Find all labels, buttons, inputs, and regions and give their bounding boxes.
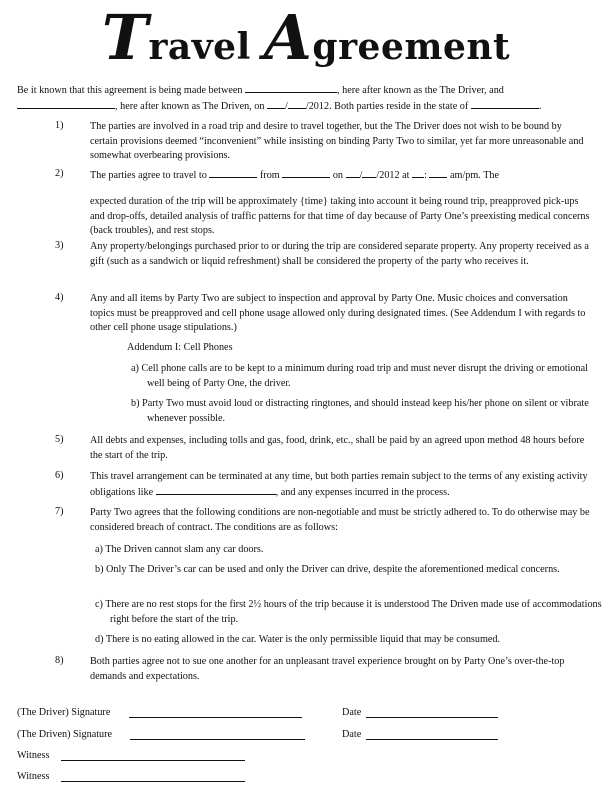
witness-2-label: Witness xyxy=(17,771,50,782)
driven-date-label: Date xyxy=(342,729,362,740)
title-initial-a: A xyxy=(263,1,313,74)
trip-month-blank[interactable] xyxy=(346,168,360,178)
condition-b: b) Only The Driver’s car can be used and only the Driver can drive, despite the aforementioned medical concerns. xyxy=(95,564,560,575)
addendum-item-a: a) Cell phone calls are to be kept to a minimum during road trip and must never disrupt the driving or emotional well being of Party One, the driver. xyxy=(131,363,588,389)
day-blank[interactable] xyxy=(288,99,306,109)
origin-blank[interactable] xyxy=(282,168,330,178)
title-initial-t: T xyxy=(101,1,149,74)
condition-c: c) There are no rest stops for the first 2½ hours of the trip because it is understood The Driven made use of accommodations right before the start of the trip. xyxy=(95,599,602,625)
driver-date-label: Date xyxy=(342,707,362,718)
driver-date-line[interactable] xyxy=(366,716,498,718)
title-word-agreement: greement xyxy=(312,26,511,68)
addendum-title: Addendum I: Cell Phones xyxy=(127,342,233,353)
state-blank[interactable] xyxy=(471,99,539,109)
intro-paragraph: Be it known that this agreement is being made between , here after known as the The Driver, and , here after known as The Driven, on / /2012. Both parties reside in the state of . xyxy=(17,85,542,112)
month-blank[interactable] xyxy=(267,99,285,109)
document-title xyxy=(0,1,612,81)
destination-blank[interactable] xyxy=(209,168,257,178)
driver-signature-label: (The Driver) Signature xyxy=(17,707,111,718)
addendum-item-b: b) Party Two must avoid loud or distracting ringtones, and should instead keep his/her phone on silent or vibrate whenever possible. xyxy=(131,398,589,424)
witness-1-line[interactable] xyxy=(61,759,245,761)
condition-a: a) The Driven cannot slam any car doors. xyxy=(95,544,264,555)
condition-d: d) There is no eating allowed in the car. Water is the only permissible liquid that may be consumed. xyxy=(95,634,501,645)
driven-signature-label: (The Driven) Signature xyxy=(17,729,113,740)
title-word-travel: ravel xyxy=(148,26,264,68)
driver-name-blank[interactable] xyxy=(245,83,337,93)
hour-blank[interactable] xyxy=(412,168,424,178)
driven-name-blank[interactable] xyxy=(17,99,115,109)
witness-2-line[interactable] xyxy=(61,780,245,782)
minute-blank[interactable] xyxy=(429,168,447,178)
document-page: Travel Agreement Be it known that this agreement is being made between , here after known as the The Driver, and , here after known as The Driven, on / /2012. Both parties reside in the state of . 1) The parties are involved in a road trip and desire to travel together, but the The Driver does not wish to be bound by certain provisions deemed “inconvenient” while insisting on binding Party Two to similar, yet far more unreasonable and somewhat overbearing provisions. 2) The parties agree to travel to from on / /2012 at : am/pm. The expected duration of the trip will be approximately {time} taking into account it being round trip, preapproved pick-ups and drop-offs, detailed analysis of traffic patterns for that time of day because of Party One’s preexisting medical concerns (back troubles), and rest stops. 3) Any property/belongings purchased prior to or during the trip are considered separate property. Any property received as a gift (such as a sandwich or liquid refreshment) shall be considered the property of the party who receives it. 4) Any and all items by Party Two are subject to inspection and approval by Party One. Music choices and conversation topics must be preapproved and cell phone usage allowed only during designated times. (See Addendum I with regards to other cell phone usage stipulations.) Addendum I: Cell Phones a) Cell phone calls are to be kept to a minimum during road trip and must never disrupt the driving or emotional well being of Party One, the driver. b) Party Two must avoid loud or distracting ringtones, and should instead keep his/her phone on silent or vibrate whenever possible. 5) All debts and expenses, including tolls and gas, food, drink, etc., shall be paid by an agreed upon method 48 hours before the start of the trip. 6) This travel arrangement can be terminated at any time, but both parties remain subject to the terms of any existing activity obligations like , and any expenses incurred in the process. 7) Party Two agrees that the following conditions are non-negotiable and must be strictly adhered to. To do otherwise may be considered breach of contract. The conditions are as follows: a) The Driven cannot slam any car doors. b) Only The Driver’s car can be used and only the Driver can drive, despite the aforementioned medical concerns. c) There are no rest stops for the first 2½ hours of the trip because it is understood The Driven made use of accommodations right before the start of the trip. d) There is no eating allowed in the car. Water is the only permissible liquid that may be consumed. 8) Both parties agree not to sue one another for an unpleasant travel experience brought on by Party One’s over-the-top demands and expectations. (The Driver) Signature Date (The Driven) Signature Date Witness Witness xyxy=(0,0,612,792)
obligations-blank[interactable] xyxy=(156,485,276,495)
driven-date-line[interactable] xyxy=(366,738,498,740)
witness-1-label: Witness xyxy=(17,750,50,761)
trip-day-blank[interactable] xyxy=(362,168,376,178)
driver-signature-line[interactable] xyxy=(129,716,302,718)
driven-signature-line[interactable] xyxy=(130,738,305,740)
